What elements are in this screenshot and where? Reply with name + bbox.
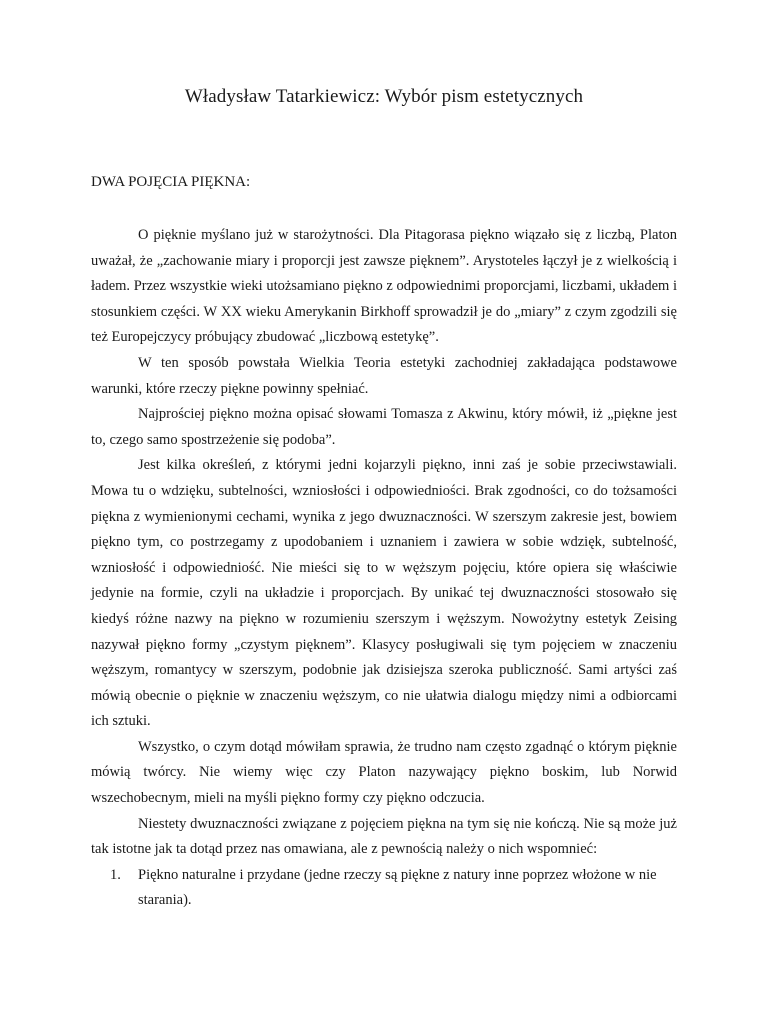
list-item-number: 1. <box>110 866 121 883</box>
numbered-list <box>91 863 677 914</box>
document-title: Władysław Tatarkiewicz: Wybór pism estetycznych <box>184 86 584 107</box>
paragraph: O pięknie myślano już w starożytności. Dla Pitagorasa piękno wiązało się z liczbą, Platon uważał, że „zachowanie miary i proporcji jest zawsze pięknem”. Arystoteles łączył je z wielkością i ładem. Przez wszystkie wieki utożsamiano piękno z odpowiednimi proporcjami, liczbami, układem i stosunkiem części. W XX wieku Amerykanin Birkhoff sprowadził je do „miary” z czym zgodzili się też Europejczycy próbujący zbudować „liczbową estetykę”. <box>91 227 677 346</box>
section-heading: DWA POJĘCIA PIĘKNA: <box>91 174 251 190</box>
paragraph: Wszystko, o czym dotąd mówiłam sprawia, że trudno nam często zgadnąć o którym pięknie mówią twórcy. Nie wiemy więc czy Platon nazywający piękno boskim, lub Norwid wszechobecnym, mieli na myśli piękno formy czy piękno odczucia. <box>91 738 677 807</box>
paragraph: Jest kilka określeń, z którymi jedni kojarzyli piękno, inni zaś je sobie przeciwstawiali. Mowa tu o wdzięku, subtelności, wzniosłości i odpowiedniości. Brak zgodności, co do tożsamości piękna z wymienionymi cechami, wynika z jego dwuznaczności. W szerszym zakresie jest, bowiem piękno tym, co postrzegamy z upodobaniem i uznaniem i zawiera w sobie wdzięk, subtelność, wzniosłość i odpowiedniość. Nie mieści się to w węższym pojęciu, które opiera się właściwie jedynie na formie, czyli na układzie i proporcjach. By unikać tej dwuznaczności stosowało się kiedyś różne nazwy na piękno w rozumieniu szerszym i węższym. Nowożytny estetyk Zeising nazywał piękno formy „czystym pięknem”. Klasycy posługiwali się tym pojęciem w znaczeniu węższym, romantycy w szerszym, podobnie jak dzisiejsza szeroka publiczność. Sami artyści zaś mówią obecnie o pięknie w znaczeniu węższym, co nie ułatwia dialogu między nimi a odbiorcami ich sztuki. <box>91 457 677 730</box>
paragraph: Najprościej piękno można opisać słowami Tomasza z Akwinu, który mówił, iż „piękne jest to, czego samo spostrzeżenie się podoba”. <box>91 406 677 448</box>
document-body <box>91 223 677 914</box>
list-item-text: Piękno naturalne i przydane (jedne rzeczy są piękne z natury inne poprzez włożone w nie starania). <box>138 866 657 909</box>
list-item <box>91 863 677 914</box>
paragraph: Niestety dwuznaczności związane z pojęciem piękna na tym się nie kończą. Nie są może już tak istotne jak ta dotąd przez nas omawiana, ale z pewnością należy o nich wspomnieć: <box>91 815 677 858</box>
paragraph: W ten sposób powstała Wielkia Teoria estetyki zachodniej zakładająca podstawowe warunki, które rzeczy piękne powinny spełniać. <box>91 354 677 397</box>
